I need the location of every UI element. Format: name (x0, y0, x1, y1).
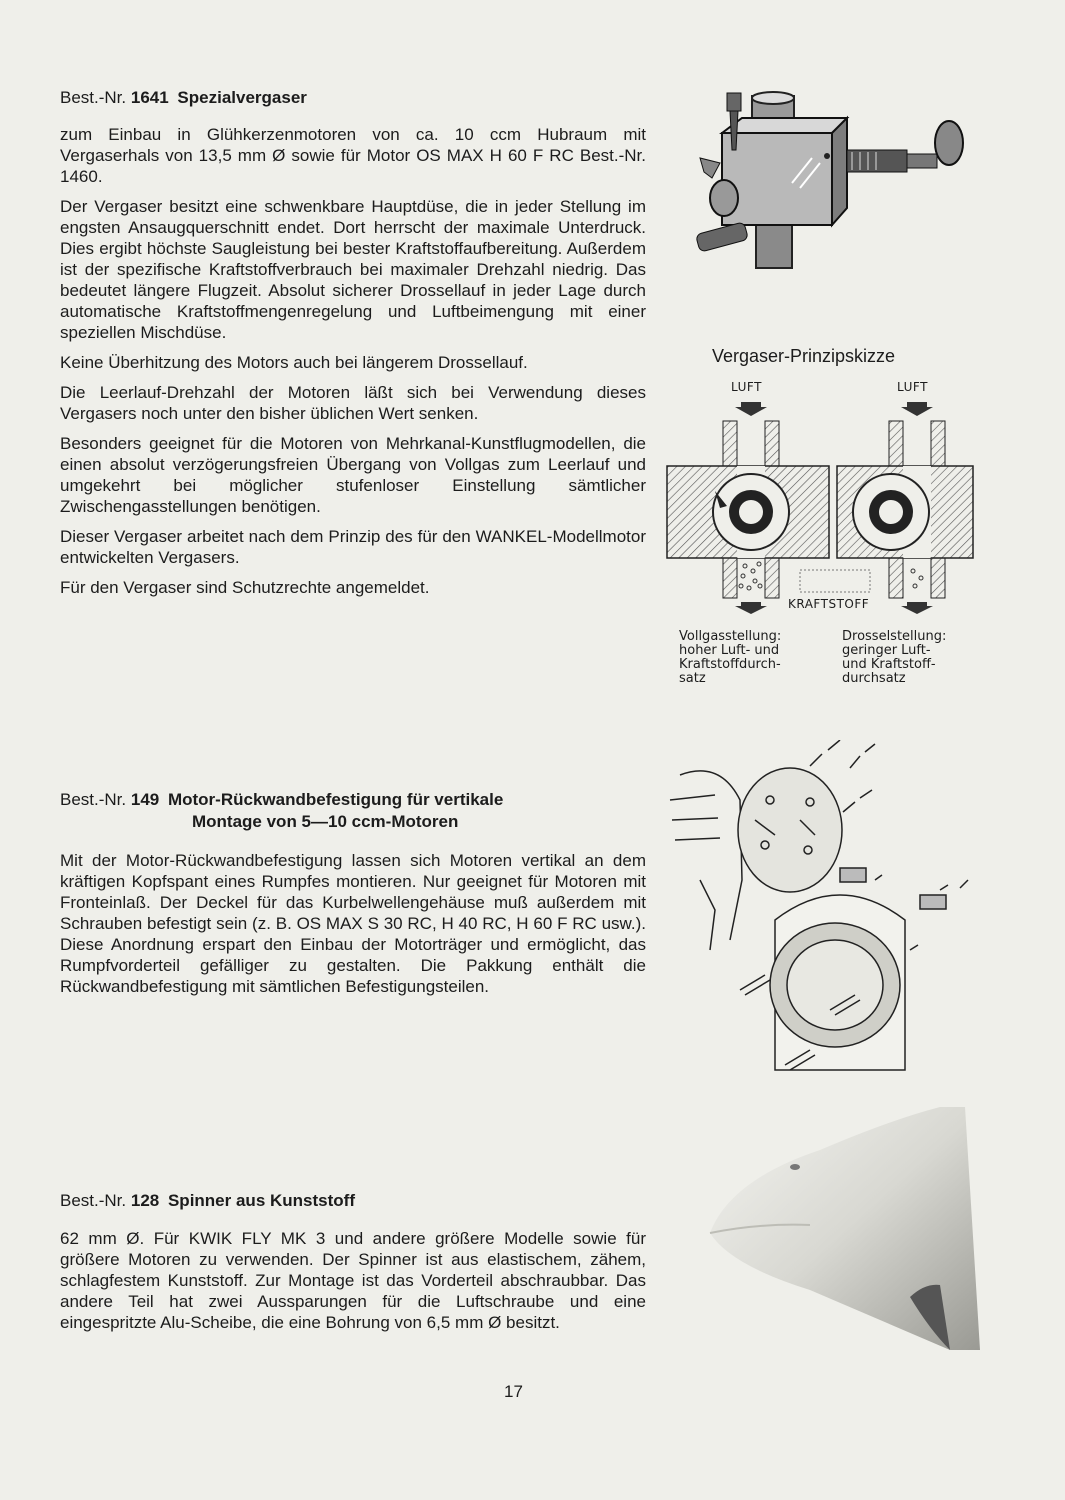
paragraph: Für den Vergaser sind Schutzrechte angemeldet. (60, 578, 430, 597)
full-throttle-sketch (667, 402, 829, 614)
caption-line: Vollgasstellung: (679, 629, 782, 644)
page-number: 17 (504, 1382, 523, 1401)
section-title-line2: Montage von 5—10 ccm-Motoren (192, 812, 459, 831)
caption-line: hoher Luft- und (679, 643, 780, 658)
paragraph: Der Vergaser besitzt eine schwenkbare Hauptdüse, die in jeder Stellung im engsten Ansaugquerschnitt endet. Dort herrscht der maximale Unterdruck. Dies ergibt höchste Saugleistung bei bester Kraftstoffaufbereitung. Außerdem ist der spezifische Kraftstoffverbrauch bei maximaler Drehzahl niedrig. Das bedeutet längere Flugzeit. Absolut sicherer Drossellauf in jeder Lage durch automatische Kraftstoffmengenregelung und Luftbeimengung mit einer speziellen Mischdüse. (60, 197, 646, 342)
air-label-left: LUFT (731, 380, 762, 394)
caption-full-throttle (679, 630, 781, 686)
section-title: Motor-Rückwandbefestigung für vertikale (167, 790, 504, 809)
section-title: Spinner aus Kunststoff (167, 1191, 355, 1210)
section-1641-body (60, 124, 646, 607)
paragraph: Die Leerlauf-Drehzahl der Motoren läßt sich bei Verwendung dieses Vergasers noch unter den bisher üblichen Wert senken. (60, 383, 646, 423)
paragraph: 62 mm Ø. Für KWIK FLY MK 3 und andere größere Modelle sowie für größere Motoren zu verwenden. Der Spinner ist aus elastischem, zähem, schlagfestem Kunststoff. Zur Montage ist das Vorderteil abschraubbar. Das andere Teil hat zwei Aussparungen für die Luftschraube und eine eingespritzte Alu-Scheibe, die eine Bohrung von 6,5 mm Ø besitzt. (60, 1229, 646, 1332)
caption-throttle (842, 630, 946, 686)
section-128-heading (60, 1190, 355, 1212)
section-149-heading (60, 789, 503, 833)
order-number: 128 (130, 1191, 160, 1210)
section-128-body (60, 1228, 646, 1342)
spinner-photo (700, 1105, 985, 1355)
order-number: 149 (130, 790, 160, 809)
order-prefix: Best.-Nr. (60, 790, 127, 809)
paragraph: Mit der Motor-Rückwandbefestigung lassen sich Motoren vertikal an dem kräftigen Kopfspant eines Rumpfes montieren. Nur geeignet für Motoren mit Fronteinlaß. Der Deckel für das Kurbelwellengehäuse muß außerdem mit Schrauben befestigt sein (z. B. OS MAX S 30 RC, H 40 RC, H 60 F RC usw.). Diese Anordnung erspart den Einbau der Motorträger und ermöglicht, das Rumpfvorderteil gefälliger zu gestalten. Die Pakkung enthält die Rückwandbefestigung mit sämtlichen Befestigungsteilen. (60, 851, 646, 996)
caption-line: und Kraftstoff- (842, 657, 936, 672)
caption-line: durchsatz (842, 671, 906, 686)
order-prefix: Best.-Nr. (60, 88, 127, 107)
carburetor-principle-diagram (665, 376, 975, 616)
paragraph: Dieser Vergaser arbeitet nach dem Prinzip des für den WANKEL-Modellmotor entwickelten Vergasers. (60, 527, 646, 567)
paragraph: Besonders geeignet für die Motoren von Mehrkanal-Kunstflugmodellen, die einen absolut verzögerungsfreien Übergang von Vollgas zum Leerlauf und umgekehrt bei möglicher stufenloser Einstellung sämtlicher Zwischengasstellungen benötigen. (60, 434, 646, 516)
fuel-label: KRAFTSTOFF (788, 597, 870, 611)
carburetor-photo (672, 88, 972, 273)
diagram-title: Vergaser-Prinzipskizze (712, 346, 896, 366)
caption-line: satz (679, 671, 706, 686)
section-1641-heading (60, 87, 307, 109)
caption-line: Drosselstellung: (842, 629, 947, 644)
caption-line: geringer Luft- (842, 643, 931, 658)
order-prefix: Best.-Nr. (60, 1191, 127, 1210)
back-mount-drawing (660, 740, 980, 1080)
section-title: Spezialvergaser (177, 88, 307, 107)
throttle-sketch (837, 402, 973, 614)
order-number: 1641 (130, 88, 169, 107)
air-label-right: LUFT (897, 380, 928, 394)
section-149-body (60, 850, 646, 1006)
paragraph: Keine Überhitzung des Motors auch bei längerem Drossellauf. (60, 353, 528, 372)
paragraph: zum Einbau in Glühkerzenmotoren von ca. 10 ccm Hubraum mit Vergaserhals von 13,5 mm Ø sowie für Motor OS MAX H 60 F RC Best.-Nr. 1460. (60, 125, 646, 186)
caption-line: Kraftstoffdurch- (679, 657, 781, 672)
